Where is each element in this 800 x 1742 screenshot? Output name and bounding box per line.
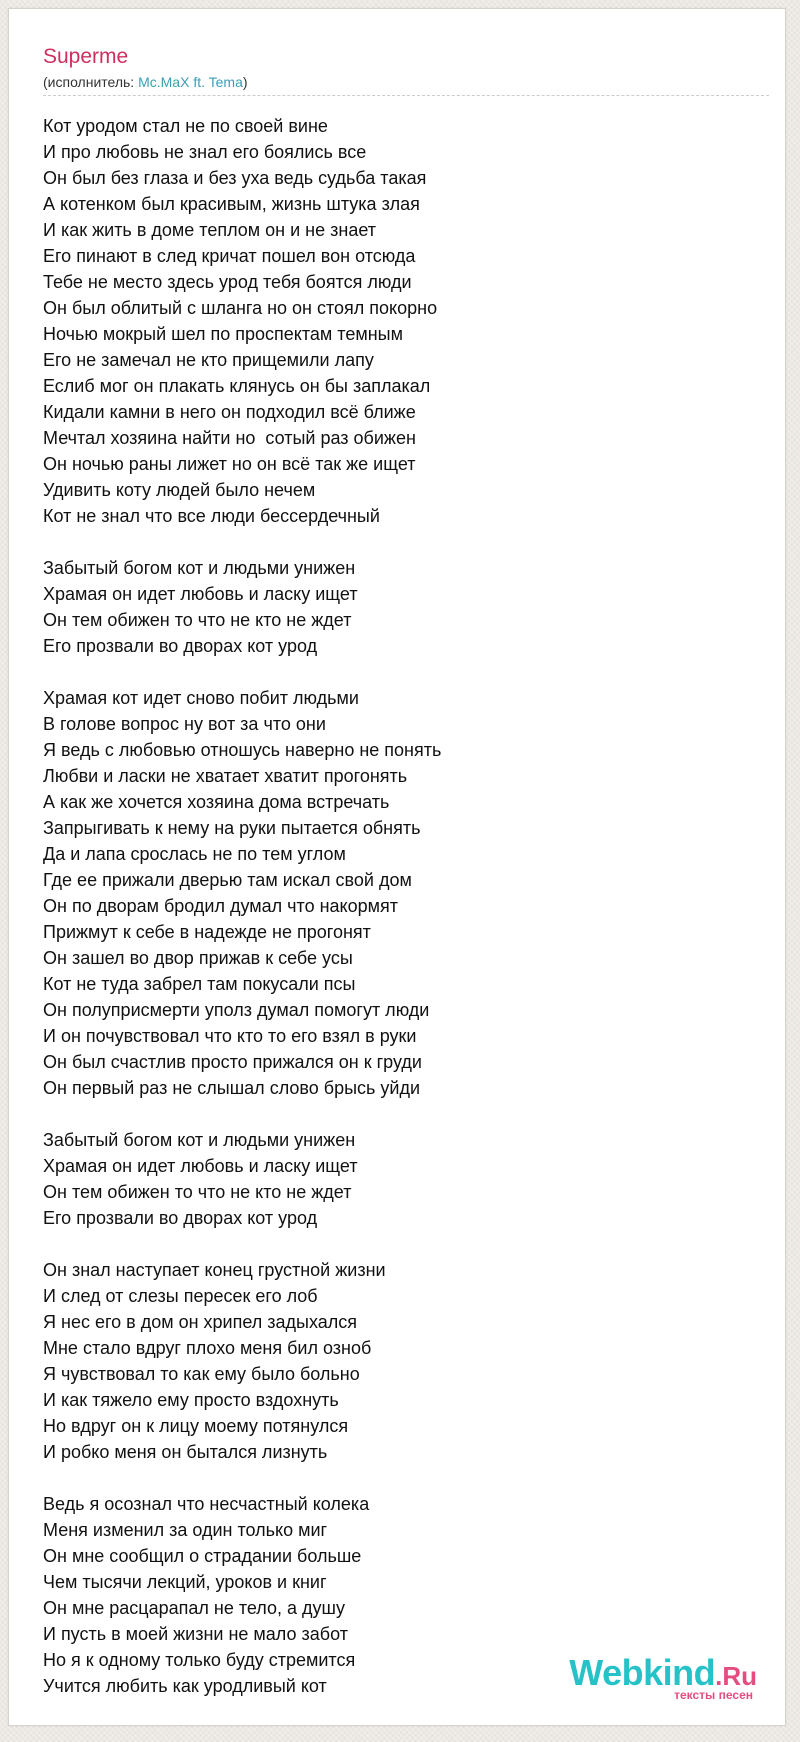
lyric-line: Храмая кот идет сново побит людьми — [43, 688, 359, 708]
lyric-line: Забытый богом кот и людьми унижен — [43, 1130, 356, 1150]
artist-line — [43, 73, 248, 91]
lyrics-stanza — [43, 1127, 743, 1231]
lyric-line: И про любовь не знал его боялись все — [43, 142, 367, 162]
lyric-line: Но вдруг он к лицу моему потянулся — [43, 1416, 349, 1436]
lyric-line: И робко меня он бытался лизнуть — [43, 1442, 328, 1462]
lyric-line: И как тяжело ему просто вздохнуть — [43, 1390, 339, 1410]
lyrics-stanza — [43, 113, 743, 529]
header-divider — [43, 95, 769, 96]
lyric-line: А котенком был красивым, жизнь штука злая — [43, 194, 420, 214]
lyric-line: Любви и ласки не хватает хватит прогонять — [43, 766, 408, 786]
lyric-line: Храмая он идет любовь и ласку ищет — [43, 584, 358, 604]
lyrics-stanza — [43, 555, 743, 659]
lyric-line: Забытый богом кот и людьми унижен — [43, 558, 356, 578]
lyric-line: Его не замечал не кто прищемили лапу — [43, 350, 374, 370]
lyric-line: А как же хочется хозяина дома встречать — [43, 792, 390, 812]
lyric-line: Меня изменил за один только миг — [43, 1520, 328, 1540]
lyric-line: Прижмут к себе в надежде не прогонят — [43, 922, 371, 942]
lyric-line: Он первый раз не слышал слово брысь уйди — [43, 1078, 421, 1098]
lyric-line: И след от слезы пересек его лоб — [43, 1286, 318, 1306]
lyric-line: Он полуприсмерти уполз думал помогут люди — [43, 1000, 430, 1020]
artist-prefix: (исполнитель: — [43, 74, 139, 90]
watermark-subtitle: тексты песен — [674, 1688, 753, 1702]
lyric-line: Он был облитый с шланга но он стоял покорно — [43, 298, 438, 318]
lyric-line: Тебе не место здесь урод тебя боятся люди — [43, 272, 412, 292]
lyric-line: Чем тысячи лекций, уроков и книг — [43, 1572, 327, 1592]
lyrics-text — [43, 113, 743, 1699]
lyric-line: Он тем обижен то что не кто не ждет — [43, 1182, 352, 1202]
lyric-line: Я ведь с любовью отношусь наверно не понять — [43, 740, 442, 760]
lyric-line: Он тем обижен то что не кто не ждет — [43, 610, 352, 630]
lyric-line: Я нес его в дом он хрипел задыхался — [43, 1312, 358, 1332]
lyric-line: И пусть в моей жизни не мало забот — [43, 1624, 348, 1644]
lyric-line: Кот не туда забрел там покусали псы — [43, 974, 356, 994]
lyric-line: Еслиб мог он плакать клянусь он бы заплакал — [43, 376, 431, 396]
song-title: Superme — [43, 45, 129, 68]
lyric-line: Мне стало вдруг плохо меня бил озноб — [43, 1338, 372, 1358]
lyric-line: Он был счастлив просто прижался он к груди — [43, 1052, 422, 1072]
lyric-line: Он по дворам бродил думал что накормят — [43, 896, 399, 916]
lyric-line: Запрыгивать к нему на руки пытается обнять — [43, 818, 421, 838]
lyric-line: Его прозвали во дворах кот урод — [43, 636, 318, 656]
lyric-line: Ведь я осознал что несчастный колека — [43, 1494, 370, 1514]
lyric-line: Он мне расцарапал не тело, а душу — [43, 1598, 345, 1618]
artist-link[interactable]: Mc.MaX ft. Tema — [138, 74, 243, 90]
lyric-line: Он ночью раны лижет но он всё так же ищет — [43, 454, 416, 474]
lyric-line: Кот не знал что все люди бессердечный — [43, 506, 380, 526]
lyric-line: Учится любить как уродливый кот — [43, 1676, 327, 1696]
lyrics-stanza — [43, 1257, 743, 1465]
lyric-line: И как жить в доме теплом он и не знает — [43, 220, 376, 240]
lyric-line: Удивить коту людей было нечем — [43, 480, 316, 500]
lyric-line: Его прозвали во дворах кот урод — [43, 1208, 318, 1228]
lyric-line: Ночью мокрый шел по проспектам темным — [43, 324, 403, 344]
lyric-line: В голове вопрос ну вот за что они — [43, 714, 326, 734]
lyric-line: Где ее прижали дверью там искал свой дом — [43, 870, 412, 890]
watermark-domain: .Ru — [715, 1661, 757, 1691]
site-watermark — [569, 1652, 757, 1702]
lyrics-stanza — [43, 685, 743, 1101]
lyric-line: Он знал наступает конец грустной жизни — [43, 1260, 386, 1280]
lyric-line: Мечтал хозяина найти но сотый раз обижен — [43, 428, 416, 448]
lyric-line: Да и лапа срослась не по тем углом — [43, 844, 346, 864]
lyrics-card — [8, 8, 786, 1726]
lyric-line: И он почувствовал что кто то его взял в руки — [43, 1026, 417, 1046]
lyric-line: Кот уродом стал не по своей вине — [43, 116, 328, 136]
lyric-line: Он был без глаза и без уха ведь судьба такая — [43, 168, 427, 188]
lyric-line: Кидали камни в него он подходил всё ближе — [43, 402, 416, 422]
lyric-line: Он зашел во двор прижав к себе усы — [43, 948, 353, 968]
lyric-line: Я чувствовал то как ему было больно — [43, 1364, 360, 1384]
lyric-line: Он мне сообщил о страдании больше — [43, 1546, 362, 1566]
lyric-line: Его пинают в след кричат пошел вон отсюда — [43, 246, 416, 266]
lyric-line: Храмая он идет любовь и ласку ищет — [43, 1156, 358, 1176]
artist-suffix: ) — [242, 74, 248, 90]
lyric-line: Но я к одному только буду стремится — [43, 1650, 356, 1670]
watermark-logo: Webkind — [569, 1652, 716, 1693]
